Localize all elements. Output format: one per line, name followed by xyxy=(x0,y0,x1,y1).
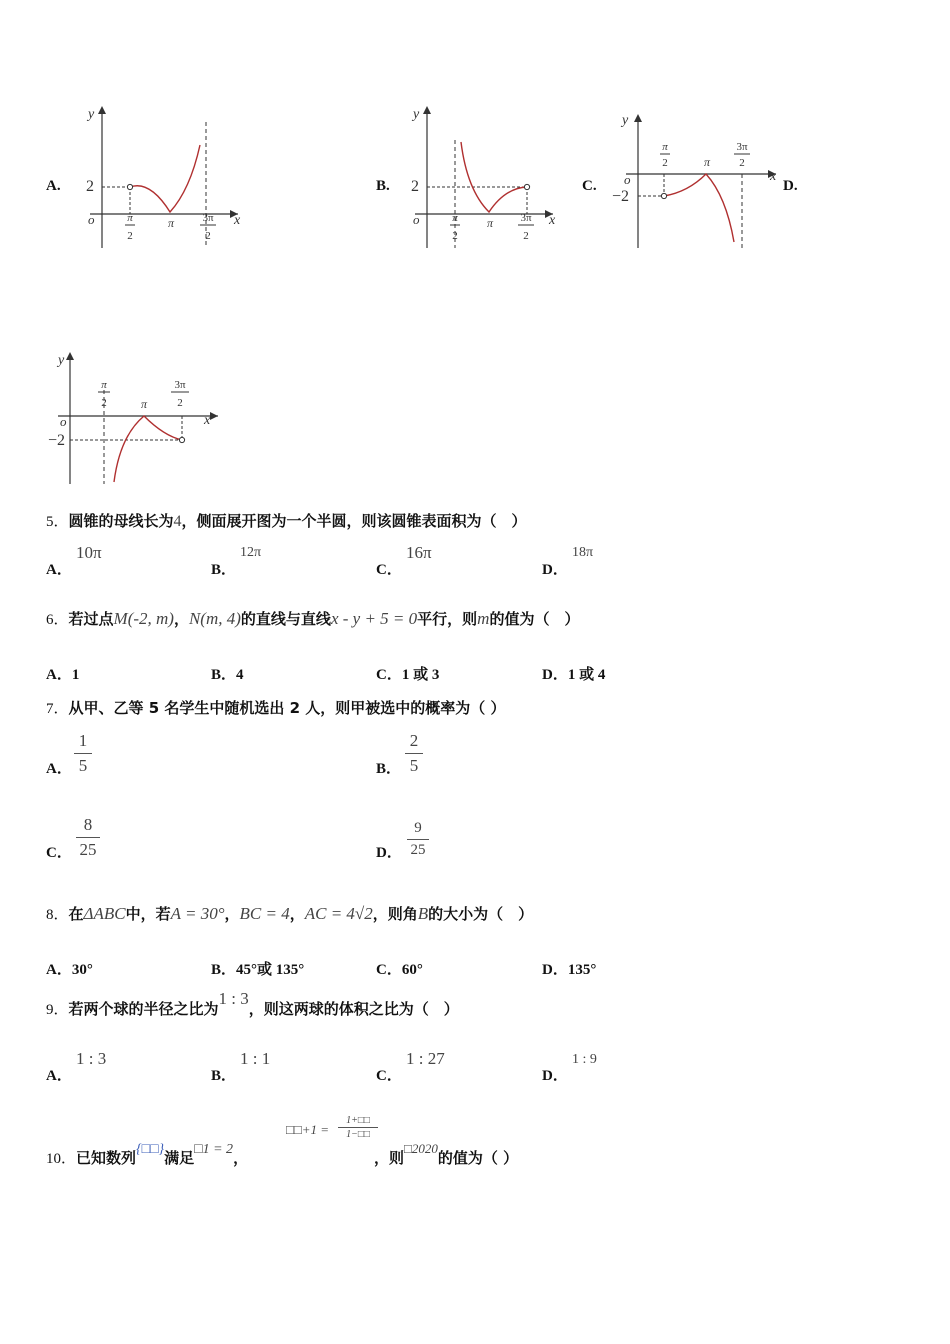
option-label: D． xyxy=(542,962,568,978)
option-value: 45°或 135° xyxy=(236,962,305,978)
question-number: 10． xyxy=(46,1151,77,1167)
svg-text:o: o xyxy=(88,212,95,227)
svg-text:π: π xyxy=(101,379,107,391)
option-label: D． xyxy=(542,667,568,683)
question-text: 平行，则 xyxy=(417,610,478,628)
question-6 xyxy=(46,604,579,635)
question-7 xyxy=(46,697,506,718)
option-a-label: A． xyxy=(46,761,72,777)
svg-text:x: x xyxy=(770,169,777,184)
svg-text:y: y xyxy=(88,107,95,122)
svg-text:y: y xyxy=(413,107,420,122)
svg-text:x: x xyxy=(204,413,211,428)
option-a-label: A． xyxy=(46,1068,72,1084)
svg-text:π: π xyxy=(452,212,458,224)
option-d-value: 18π xyxy=(572,545,594,560)
svg-text:3π: 3π xyxy=(202,212,214,224)
question-text: 已知数列 xyxy=(76,1149,137,1167)
graph-option-b xyxy=(405,100,565,255)
svg-text:π: π xyxy=(486,216,494,230)
question-text: 满足 xyxy=(164,1149,195,1167)
math-target-term: □2020 xyxy=(404,1141,438,1156)
svg-text:2: 2 xyxy=(411,178,419,195)
svg-text:2: 2 xyxy=(205,230,211,242)
option-label: B． xyxy=(211,962,237,978)
math-condition-bc: BC = 4 xyxy=(239,904,290,923)
svg-text:y: y xyxy=(622,113,629,128)
option-label: A． xyxy=(46,667,72,683)
question-5 xyxy=(46,510,527,531)
option-a-label: A． xyxy=(46,562,72,578)
svg-text:2: 2 xyxy=(177,397,183,409)
svg-text:π: π xyxy=(140,397,148,411)
svg-text:π: π xyxy=(703,155,711,169)
option-d-label: D． xyxy=(376,845,402,861)
svg-text:2: 2 xyxy=(127,230,133,242)
svg-text:3π: 3π xyxy=(174,379,186,391)
math-point-n: N(m, 4) xyxy=(188,609,241,628)
svg-text:2: 2 xyxy=(523,230,529,242)
denominator: 1−□□ xyxy=(346,1129,370,1140)
option-d-value: 1 : 9 xyxy=(572,1052,597,1067)
svg-text:o: o xyxy=(413,212,420,227)
question-text: 若过点 xyxy=(68,610,114,628)
svg-text:−2: −2 xyxy=(612,188,630,205)
separator: ， xyxy=(173,610,189,628)
svg-text:π: π xyxy=(167,216,175,230)
numerator: 1 xyxy=(78,731,88,750)
svg-text:−2: −2 xyxy=(48,432,66,449)
option-c-label: C． xyxy=(376,562,402,578)
math-line: x - y + 5 = 0 xyxy=(330,609,418,628)
option-a-value: 1 : 3 xyxy=(76,1049,107,1068)
question-number: 7． xyxy=(46,701,69,717)
option-c-label: C． xyxy=(376,1068,402,1084)
question-text: 的值为（ ） xyxy=(489,610,580,628)
math-ratio: 1 : 3 xyxy=(218,989,249,1008)
option-value: 4 xyxy=(236,667,244,683)
option-value: 60° xyxy=(401,962,423,978)
question-text: 从甲、乙等 5 名学生中随机选出 2 人，则甲被选中的概率为（ ） xyxy=(68,699,506,717)
option-b xyxy=(211,663,244,684)
question-8: 8．在ΔABC中，若A = 30°，BC = 4，AC = 4√2，则角B的大小为（ ） xyxy=(46,904,534,923)
separator: ， xyxy=(233,1149,249,1167)
svg-text:y: y xyxy=(58,353,65,368)
option-c-value: 1 : 27 xyxy=(406,1049,445,1068)
option-c-value: 16π xyxy=(406,543,432,562)
math-sequence: {□□} xyxy=(136,1142,165,1157)
math-triangle: ΔABC xyxy=(83,904,126,923)
option-label: C． xyxy=(376,667,402,683)
option-c xyxy=(376,958,423,979)
option-label: A． xyxy=(46,962,72,978)
numerator: 8 xyxy=(83,815,93,834)
math-variable: m xyxy=(477,609,490,628)
svg-text:2: 2 xyxy=(739,157,745,169)
option-label: C． xyxy=(376,962,402,978)
option-c xyxy=(376,663,439,684)
option-b-label: B． xyxy=(211,1068,237,1084)
fraction-c xyxy=(76,815,100,860)
option-d-label: D． xyxy=(542,562,568,578)
svg-text:2: 2 xyxy=(452,230,458,242)
numerator: 2 xyxy=(409,731,419,750)
math-condition-ac: AC = 4√2 xyxy=(304,904,373,923)
option-a xyxy=(46,663,79,684)
option-c-label: C． xyxy=(46,845,72,861)
question-number: 6． xyxy=(46,612,69,628)
svg-text:x: x xyxy=(234,213,241,228)
option-b xyxy=(211,958,304,979)
option-b-label: B. xyxy=(376,178,390,194)
question-text: ，侧面展开图为一个半圆，则该圆锥表面积为（ ） xyxy=(181,512,527,530)
option-value: 1 或 3 xyxy=(401,667,440,683)
svg-text:π: π xyxy=(127,212,133,224)
graph-option-a xyxy=(80,100,250,255)
svg-text:2: 2 xyxy=(86,178,94,195)
option-c-label: C. xyxy=(582,178,597,194)
svg-text:2: 2 xyxy=(101,397,107,409)
option-label: B． xyxy=(211,667,237,683)
question-number: 9． xyxy=(46,1002,69,1018)
question-text: 圆锥的母线长为 xyxy=(68,512,174,530)
option-d xyxy=(542,958,596,979)
option-value: 135° xyxy=(567,962,597,978)
question-text: 的直线与直线 xyxy=(240,610,331,628)
math-initial-condition: □1 = 2 xyxy=(194,1142,234,1157)
numerator: 1+□□ xyxy=(346,1115,370,1126)
option-a xyxy=(46,958,93,979)
question-text: 在 xyxy=(68,905,84,923)
fraction-b xyxy=(405,731,423,776)
option-d xyxy=(542,663,605,684)
question-number: 8． xyxy=(46,907,69,923)
graph-option-c xyxy=(608,108,783,253)
question-10-tail xyxy=(374,1141,519,1168)
option-a-value: 10π xyxy=(76,543,102,562)
svg-text:2: 2 xyxy=(662,157,668,169)
question-text: 若两个球的半径之比为 xyxy=(68,1000,219,1018)
question-9 xyxy=(46,989,459,1025)
denominator: 5 xyxy=(409,756,419,775)
svg-text:x: x xyxy=(549,213,556,228)
question-text: 的值为（ ） xyxy=(437,1149,519,1167)
option-value: 1 或 4 xyxy=(567,667,606,683)
option-d-label: D． xyxy=(542,1068,568,1084)
numerator: 9 xyxy=(414,820,422,836)
svg-text:3π: 3π xyxy=(520,212,532,224)
question-text: ，则角 xyxy=(372,905,418,923)
denominator: 25 xyxy=(410,842,426,858)
option-value: 30° xyxy=(71,962,93,978)
math-value: 4 xyxy=(173,513,182,530)
question-text: 中，若 xyxy=(125,905,171,923)
option-b-value: 1 : 1 xyxy=(240,1049,271,1068)
option-a-label: A. xyxy=(46,178,61,194)
question-10 xyxy=(46,1142,249,1168)
question-text: ，则这两球的体积之比为（ ） xyxy=(248,1000,459,1018)
option-b-label: B． xyxy=(211,562,237,578)
graph-option-d xyxy=(40,350,230,490)
denominator: 25 xyxy=(79,840,97,859)
math-point-m: M(-2, m) xyxy=(113,609,174,628)
question-number: 5． xyxy=(46,514,69,530)
svg-text:3π: 3π xyxy=(736,141,748,153)
question-text: ，则 xyxy=(374,1149,405,1167)
option-value: 1 xyxy=(71,667,80,683)
option-b-label: B． xyxy=(376,761,402,777)
fraction-d xyxy=(407,820,429,859)
svg-text:π: π xyxy=(662,141,668,153)
denominator: 5 xyxy=(78,756,88,775)
math-condition-angle: A = 30° xyxy=(170,904,225,923)
svg-text:o: o xyxy=(624,172,631,187)
svg-text:o: o xyxy=(60,414,67,429)
math-angle: B xyxy=(417,904,429,923)
question-text: 的大小为（ ） xyxy=(428,905,534,923)
option-d-label: D. xyxy=(783,178,798,194)
math-recurrence-lhs: □□+1 = xyxy=(286,1122,329,1137)
option-b-value: 12π xyxy=(240,545,262,560)
fraction-a xyxy=(74,731,92,776)
math-recurrence-fraction xyxy=(338,1115,378,1140)
